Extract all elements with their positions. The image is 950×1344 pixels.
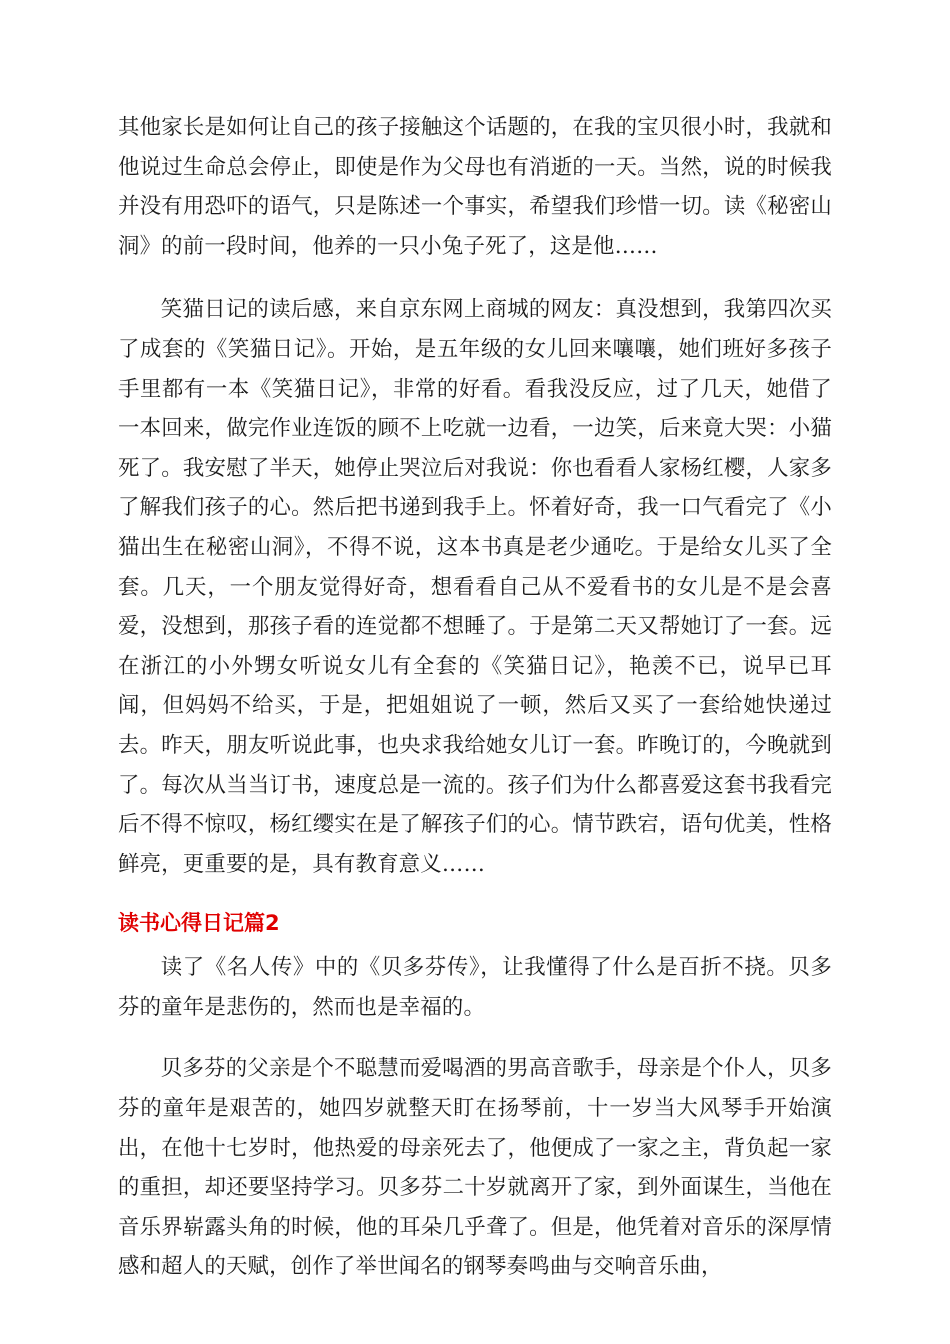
paragraph-2: 笑猫日记的读后感，来自京东网上商城的网友：真没想到，我第四次买了成套的《笑猫日记》。开始，是五年级的女儿回来嚷嚷，她们班好多孩子手里都有一本《笑猫日记》，非常的好看。看我没反应，过了几天，她借了一本回来，做完作业连饭的顾不上吃就一边看，一边笑，后来竟大哭：小猫死了。我安慰了半天，她停止哭泣后对我说：你也看看人家杨红樱，人家多了解我们孩子的心。然后把书递到我手上。怀着好奇，我一口气看完了《小猫出生在秘密山洞》，不得不说，这本书真是老少通吃。于是给女儿买了全套。几天，一个朋友觉得好奇，想看看自己从不爱看书的女儿是不是会喜爱，没想到，那孩子看的连觉都不想睡了。于是第二天又帮她订了一套。远在浙江的小外甥女听说女儿有全套的《笑猫日记》，艳羡不已，说早已耳闻，但妈妈不给买，于是，把姐姐说了一顿，然后又买了一套给她快递过去。昨天，朋友听说此事，也央求我给她女儿订一套。昨晚订的，今晚就到了。每次从当当订书，速度总是一流的。孩子们为什么都喜爱这套书我看完后不得不惊叹，杨红缨实在是了解孩子们的心。情节跌宕，语句优美，性格鲜亮，更重要的是，具有教育意义…… [118,297,832,877]
section-heading: 读书心得日记篇2 [118,911,280,936]
document-page [118,108,832,1287]
paragraph-4: 贝多芬的父亲是个不聪慧而爱喝酒的男高音歌手，母亲是个仆人，贝多芬的童年是艰苦的，她四岁就整天盯在扬琴前，十一岁当大风琴手开始演出，在他十七岁时，他热爱的母亲死去了，他便成了一家之主，背负起一家的重担，却还要坚持学习。贝多芬二十岁就离开了家，到外面谋生，当他在音乐界崭露头角的时候，他的耳朵几乎聋了。但是，他凭着对音乐的深厚情感和超人的天赋，创作了举世闻名的钢琴奏鸣曲与交响音乐曲， [118,1056,832,1280]
paragraph-1: 其他家长是如何让自己的孩子接触这个话题的，在我的宝贝很小时，我就和他说过生命总会停止，即使是作为父母也有消逝的一天。当然，说的时候我并没有用恐吓的语气，只是陈述一个事实，希望我们珍惜一切。读《秘密山洞》的前一段时间，他养的一只小兔子死了，这是他…… [118,115,832,259]
paragraph-3: 读了《名人传》中的《贝多芬传》，让我懂得了什么是百折不挠。贝多芬的童年是悲伤的，然而也是幸福的。 [118,955,832,1020]
